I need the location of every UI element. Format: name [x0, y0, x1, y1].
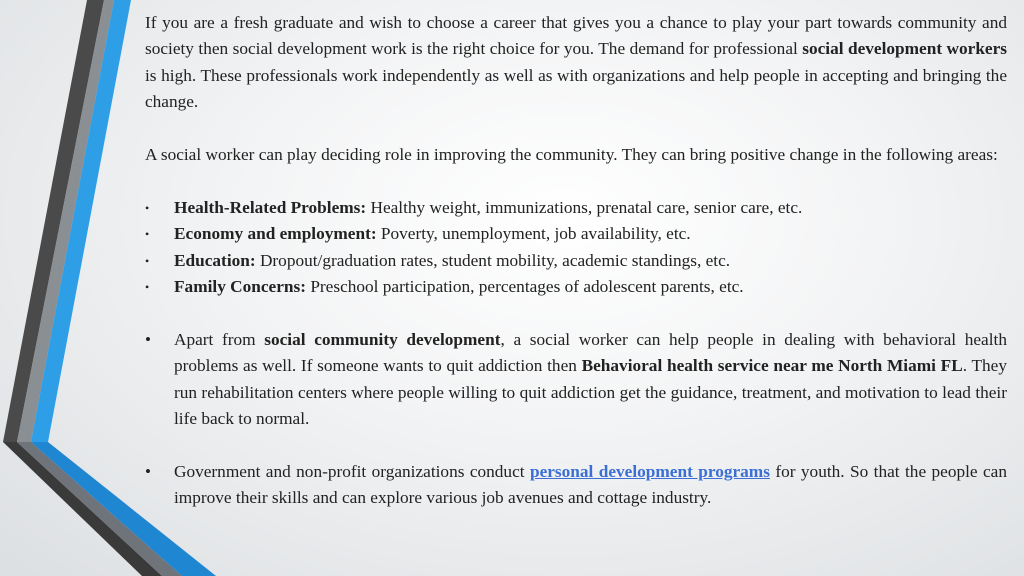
list-item: • Economy and employment: Poverty, unemployment, job availability, etc.	[145, 221, 1007, 247]
intro-bold: social development workers	[802, 39, 1007, 59]
bullet-icon: •	[145, 253, 150, 268]
list-item: • Family Concerns: Preschool participation, percentages of adolescent parents, etc.	[145, 274, 1007, 300]
details-list	[145, 327, 1007, 512]
dark-stripe-bottom	[3, 442, 162, 576]
areas-intro-paragraph: A social worker can play deciding role in improving the community. They can bring positive change in the following areas:	[145, 145, 998, 165]
slide-content	[145, 10, 1007, 512]
bullet-icon: •	[145, 461, 151, 481]
gray-stripe	[17, 0, 114, 442]
list-item: • Education: Dropout/graduation rates, student mobility, academic standings, etc.	[145, 248, 1007, 274]
intro-paragraph: If you are a fresh graduate and wish to choose a career that gives you a chance to play your part towards community and society then social development work is the right choice for you. The demand for professional social development workers is high. These professionals work independently as well as with organizations and help people in accepting and bringing the change.	[145, 13, 1007, 112]
personal-development-programs-link[interactable]: personal development programs	[529, 461, 770, 481]
list-item: • Health-Related Problems: Healthy weight, immunizations, prenatal care, senior care, etc.	[145, 195, 1007, 221]
bullet-icon: •	[145, 329, 151, 349]
bullet-icon: •	[145, 200, 150, 215]
bullet-icon: •	[145, 227, 150, 242]
list-item-programs: • Government and non-profit organizations conduct personal development programs for youth. So that the people can improve their skills and can explore various job avenues and cottage industry.	[145, 459, 1007, 512]
list-item-behavioral: • Apart from social community development, a social worker can help people in dealing with behavioral health problems as well. If someone wants to quit addiction then Behavioral health service near me North Miami FL. They run rehabilitation centers where people willing to quit addiction get the guidance, treatment, and motivation to lead their life back to normal.	[145, 327, 1007, 433]
bullet-icon: •	[145, 280, 150, 295]
areas-list	[145, 195, 1007, 301]
